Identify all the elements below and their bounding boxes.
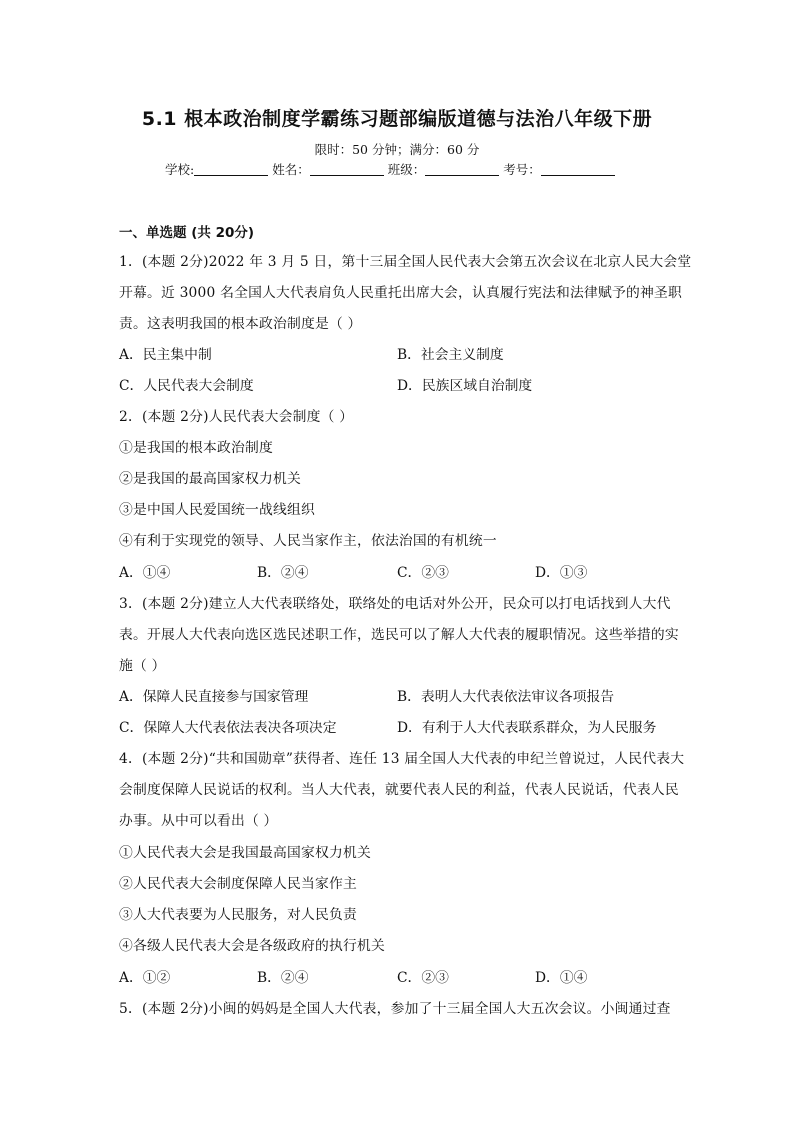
question-2-option-a: A．①④	[119, 565, 171, 581]
exam-number-label: 考号：	[503, 162, 541, 177]
question-4-line-2: 会制度保障人民说话的权利。当人大代表，就要代表人民的利益，代表人民说话，代表人民	[119, 782, 679, 798]
question-4-option-b: B．②④	[257, 970, 309, 986]
question-3-option-a: A．保障人民直接参与国家管理	[119, 689, 309, 705]
question-3-line-1: 3．(本题 2分)建立人大代表联络处，联络处的电话对外公开，民众可以打电话找到人大代	[119, 596, 671, 612]
class-label: 班级：	[387, 162, 426, 177]
question-3-option-d: D．有利于人大代表联系群众，为人民服务	[397, 720, 657, 736]
question-2-statement-4: ④有利于实现党的领导、人民当家作主，依法治国的有机统一	[119, 533, 497, 549]
school-label: 学校:	[165, 162, 195, 177]
question-1-line-3: 责。这表明我国的根本政治制度是（ ）	[119, 316, 362, 332]
class-blank	[425, 163, 499, 176]
name-blank	[310, 163, 384, 176]
page-title: 5.1 根本政治制度学霸练习题部编版道德与法治八年级下册	[141, 108, 653, 130]
question-4-statement-1: ①人民代表大会是我国最高国家权力机关	[119, 845, 371, 861]
question-4-line-1: 4．(本题 2分)“共和国勋章”获得者、连任 13 届全国人大代表的申纪兰曾说过，人民代表大	[119, 751, 685, 767]
question-4-option-c: C．②③	[397, 970, 449, 986]
question-4-option-d: D．①④	[535, 970, 588, 986]
question-3-line-3: 施（ ）	[119, 658, 166, 674]
question-4-option-a: A．①②	[119, 970, 171, 986]
question-2-statement-2: ②是我国的最高国家权力机关	[119, 471, 301, 487]
school-blank	[194, 163, 268, 176]
question-4-line-3: 办事。从中可以看出（ ）	[119, 813, 278, 829]
question-3-option-b: B．表明人大代表依法审议各项报告	[397, 689, 615, 705]
question-1-option-d: D．民族区域自治制度	[397, 378, 533, 394]
question-1-line-2: 开幕。近 3000 名全国人大代表肩负人民重托出席大会，认真履行宪法和法律赋予的神圣职	[119, 285, 682, 301]
question-2-statement-3: ③是中国人民爱国统一战线组织	[119, 502, 315, 518]
question-5-line-1: 5．(本题 2分)小闽的妈妈是全国人大代表，参加了十三届全国人大五次会议。小闽通过查	[119, 1001, 671, 1017]
question-2-line-1: 2．(本题 2分)人民代表大会制度（ ）	[119, 409, 354, 425]
exam-time-limit: 限时：50 分钟；满分：60 分	[314, 142, 480, 157]
question-2-option-b: B．②④	[257, 565, 309, 581]
question-4-statement-2: ②人民代表大会制度保障人民当家作主	[119, 876, 357, 892]
question-1-line-1: 1．(本题 2分)2022 年 3 月 5 日，第十三届全国人民代表大会第五次会议在北京人民大会堂	[119, 254, 692, 270]
question-3-line-2: 表。开展人大代表向选区选民述职工作，选民可以了解人大代表的履职情况。这些举措的实	[119, 627, 679, 643]
student-info-row	[165, 160, 615, 178]
question-2-statement-1: ①是我国的根本政治制度	[119, 440, 273, 456]
question-2-option-c: C．②③	[397, 565, 449, 581]
question-4-statement-4: ④各级人民代表大会是各级政府的执行机关	[119, 938, 385, 954]
question-1-option-a: A．民主集中制	[119, 347, 212, 363]
name-label: 姓名：	[272, 162, 310, 177]
question-2-option-d: D．①③	[535, 565, 588, 581]
exam-number-blank	[541, 163, 615, 176]
section-heading: 一、单选题 (共 20分)	[119, 225, 255, 241]
question-1-option-b: B．社会主义制度	[397, 347, 504, 363]
question-4-statement-3: ③人大代表要为人民服务，对人民负责	[119, 907, 357, 923]
question-3-option-c: C．保障人大代表依法表决各项决定	[119, 720, 337, 736]
question-1-option-c: C．人民代表大会制度	[119, 378, 254, 394]
